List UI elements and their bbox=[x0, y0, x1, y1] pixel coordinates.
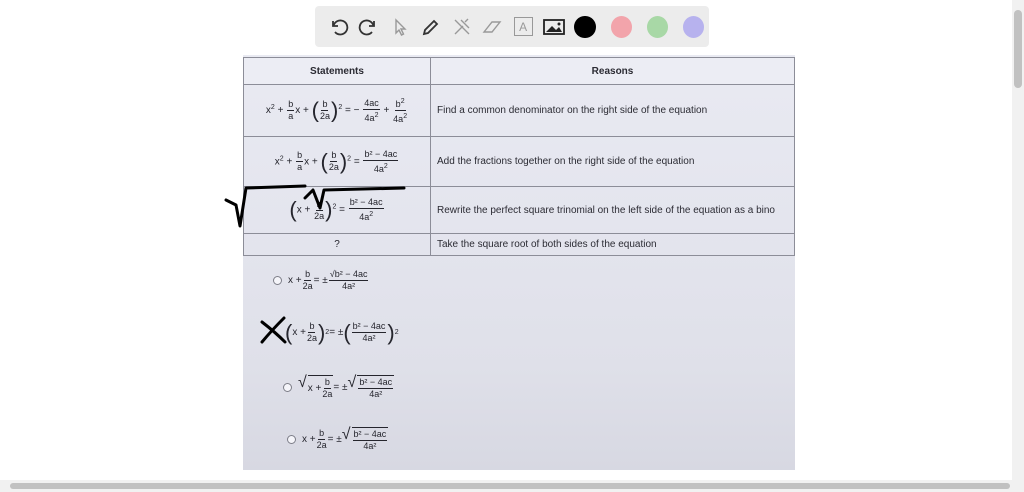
horizontal-scrollbar[interactable] bbox=[0, 480, 1024, 492]
color-black-swatch[interactable] bbox=[574, 16, 595, 38]
reason-4: Take the square root of both sides of the equation bbox=[431, 234, 795, 256]
vertical-scrollbar[interactable] bbox=[1012, 0, 1024, 480]
choice-a[interactable]: x + $\frac{b}{2a}$ = ± $\frac{\text{√b² − 4ac}}{\text{4a²}}$ bbox=[273, 269, 369, 292]
proof-table bbox=[243, 57, 795, 256]
choice-c[interactable]: √ x + $\frac{b}{2a}$ = ± √ $\frac{\text{b² − 4ac}}{\text{4a²}}$ bbox=[283, 375, 394, 400]
statement-1: $x^2$ + $\frac{b}{a}$ x + ( $\frac{b}{2a}$ )$^2$ = − $\frac{4ac}{4a^2}$ + $\frac{b^2}{4a^2}$ bbox=[244, 85, 431, 137]
choice-d[interactable]: x + $\frac{b}{2a}$ = ± √ $\frac{\text{b² − 4ac}}{\text{4a²}}$ bbox=[287, 427, 388, 452]
choice-b[interactable]: ( x + $\frac{b}{2a}$ ) 2 = ± ( $\frac{\text{b² − 4ac}}{\text{4a²}}$ ) 2 bbox=[285, 319, 399, 345]
reason-2: Add the fractions together on the right side of the equation bbox=[431, 137, 795, 187]
statement-2: $x^2$ + $\frac{b}{a}$ x + ( $\frac{b}{2a}$ )$^2$ = $\frac{\text{b² − 4ac}}{4a^2}$ bbox=[244, 137, 431, 187]
radio-button[interactable] bbox=[283, 383, 292, 392]
text-icon[interactable] bbox=[508, 11, 539, 43]
pen-icon[interactable] bbox=[415, 11, 446, 43]
worksheet-image bbox=[243, 55, 795, 470]
radio-button[interactable] bbox=[273, 276, 282, 285]
vertical-scroll-thumb[interactable] bbox=[1014, 10, 1022, 88]
tools-icon[interactable] bbox=[446, 11, 477, 43]
reason-1: Find a common denominator on the right side of the equation bbox=[431, 85, 795, 137]
statement-3: (x + $\frac{b}{2a}$ )$^2$ = $\frac{\text{b² − 4ac}}{4a^2}$ bbox=[244, 187, 431, 234]
undo-icon[interactable] bbox=[323, 11, 354, 43]
statements-header: Statements bbox=[244, 58, 431, 85]
redo-icon[interactable] bbox=[354, 11, 385, 43]
horizontal-scroll-thumb[interactable] bbox=[10, 483, 1010, 489]
reasons-header: Reasons bbox=[431, 58, 795, 85]
color-purple-swatch[interactable] bbox=[683, 16, 704, 38]
image-icon[interactable] bbox=[539, 11, 570, 43]
text-tool-label: A bbox=[514, 17, 533, 36]
drawing-toolbar bbox=[315, 6, 709, 47]
statement-4: ? bbox=[244, 234, 431, 256]
reason-3: Rewrite the perfect square trinomial on the left side of the equation as a bino bbox=[431, 187, 795, 234]
pointer-icon[interactable] bbox=[385, 11, 416, 43]
radio-button[interactable] bbox=[287, 435, 296, 444]
color-green-swatch[interactable] bbox=[647, 16, 668, 38]
eraser-icon[interactable] bbox=[477, 11, 508, 43]
color-pink-swatch[interactable] bbox=[611, 16, 632, 38]
